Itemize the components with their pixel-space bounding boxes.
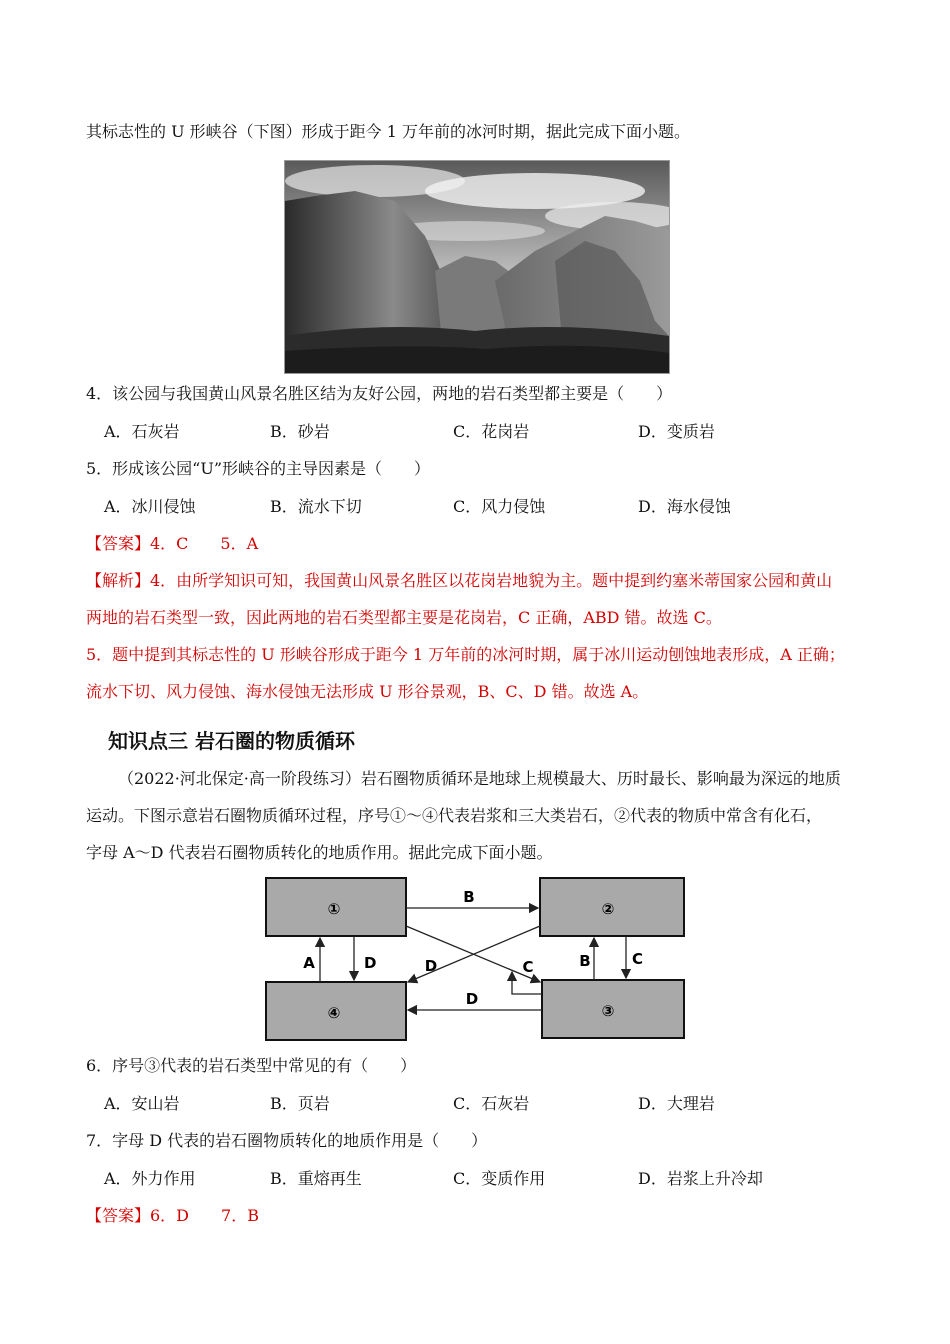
q7-option-b: B．重熔再生 xyxy=(270,1169,362,1188)
question-6-stem: 6．序号③代表的岩石类型中常见的有（ ） xyxy=(86,1056,417,1075)
q5-option-c: C．风力侵蚀 xyxy=(453,497,546,516)
answer-block-1: 【答案】4．C 5．A xyxy=(86,534,259,553)
label-c-right: C xyxy=(632,950,644,968)
q7-option-a: A．外力作用 xyxy=(104,1169,196,1188)
question-7-stem: 7．字母 D 代表的岩石圈物质转化的地质作用是（ ） xyxy=(86,1131,488,1150)
q4-option-d: D．变质岩 xyxy=(638,422,715,441)
passage-line-1: （2022·河北保定·高一阶段练习）岩石圈物质循环是地球上规模最大、历时最长、影响最为深远的地质 xyxy=(118,769,841,788)
rock-cycle-diagram xyxy=(264,876,688,1046)
analysis-line-2: 两地的岩石类型一致，因此两地的岩石类型都主要是花岗岩，C 正确，ABD 错。故选 C。 xyxy=(86,608,722,627)
section-title: 知识点三 岩石圈的物质循环 xyxy=(108,729,355,753)
q6-option-c: C．石灰岩 xyxy=(453,1094,530,1113)
q5-option-b: B．流水下切 xyxy=(270,497,362,516)
label-c-diag: C xyxy=(522,958,534,976)
q4-option-b: B．砂岩 xyxy=(270,422,330,441)
q7-option-c: C．变质作用 xyxy=(453,1169,546,1188)
label-d-bottom: D xyxy=(465,990,479,1008)
label-d-diag: D xyxy=(424,957,438,975)
u-shaped-valley-photo-icon xyxy=(284,160,670,374)
q6-option-a: A．安山岩 xyxy=(104,1094,180,1113)
label-b-top: B xyxy=(463,888,475,906)
passage-line-2: 运动。下图示意岩石圈物质循环过程，序号①～④代表岩浆和三大类岩石，②代表的物质中常含有化石， xyxy=(86,806,823,825)
q4-option-c: C．花岗岩 xyxy=(453,422,530,441)
q4-option-a: A．石灰岩 xyxy=(104,422,180,441)
box-4-label: ④ xyxy=(327,1004,341,1022)
question-5-stem: 5．形成该公园“U”形峡谷的主导因素是（ ） xyxy=(86,459,431,478)
label-d-left: D xyxy=(364,954,377,972)
label-a: A xyxy=(303,954,315,972)
answer-block-2: 【答案】6．D 7．B xyxy=(86,1206,259,1225)
box-3-label: ③ xyxy=(601,1002,615,1020)
q5-option-a: A．冰川侵蚀 xyxy=(104,497,196,516)
box-1-label: ① xyxy=(327,900,341,918)
q5-option-d: D．海水侵蚀 xyxy=(638,497,731,516)
q7-option-d: D．岩浆上升冷却 xyxy=(638,1169,763,1188)
label-b-right: B xyxy=(579,952,591,970)
intro-text: 其标志性的 U 形峡谷（下图）形成于距今 1 万年前的冰河时期，据此完成下面小题。 xyxy=(86,122,691,141)
passage-line-3: 字母 A～D 代表岩石圈物质转化的地质作用。据此完成下面小题。 xyxy=(86,843,553,862)
analysis-line-3: 5．题中提到其标志性的 U 形峡谷形成于距今 1 万年前的冰河时期，属于冰川运动刨蚀地表形成，A 正确； xyxy=(86,645,845,664)
q6-option-d: D．大理岩 xyxy=(638,1094,715,1113)
analysis-line-4: 流水下切、风力侵蚀、海水侵蚀无法形成 U 形谷景观，B、C、D 错。故选 A。 xyxy=(86,682,649,701)
question-4-stem: 4．该公园与我国黄山风景名胜区结为友好公园，两地的岩石类型都主要是（ ） xyxy=(86,384,673,403)
box-2-label: ② xyxy=(601,900,615,918)
q6-option-b: B．页岩 xyxy=(270,1094,330,1113)
analysis-line-1: 【解析】4．由所学知识可知，我国黄山风景名胜区以花岗岩地貌为主。题中提到约塞米蒂国家公园和黄山 xyxy=(86,571,833,590)
